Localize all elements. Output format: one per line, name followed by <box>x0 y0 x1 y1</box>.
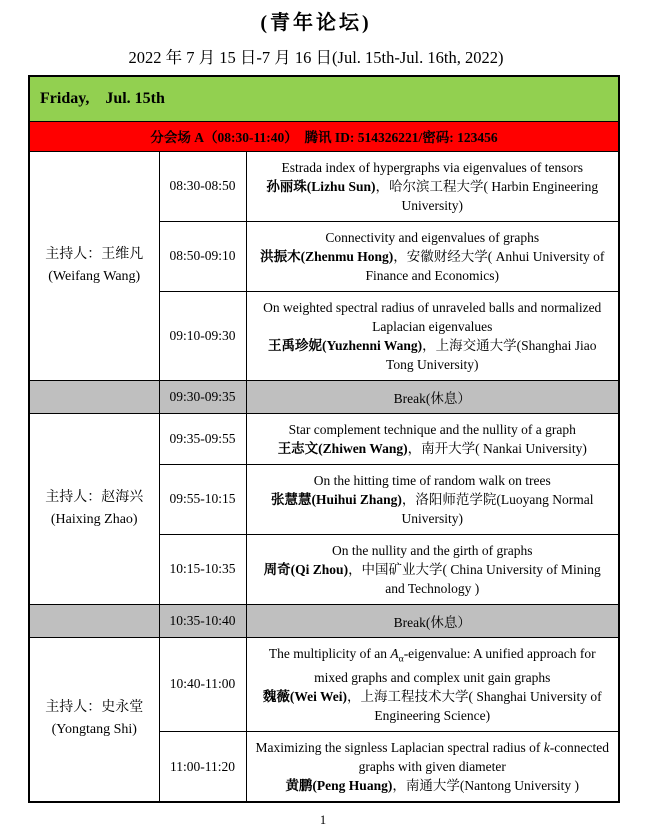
talk-cell <box>246 221 619 291</box>
break-time: 09:30-09:35 <box>159 380 246 413</box>
break-row <box>29 604 619 637</box>
speaker-name: 洪振木(Zhenmu Hong) <box>260 248 394 264</box>
talk-speaker-line <box>255 490 611 528</box>
chair-name-cn: 主持人：史永堂 <box>45 700 144 716</box>
talk-speaker-line <box>255 177 611 215</box>
speaker-name: 魏薇(Wei Wei) <box>262 689 347 705</box>
break-empty-cell <box>29 380 159 413</box>
break-label: Break(休息） <box>246 380 619 413</box>
talk-time: 08:30-08:50 <box>159 151 246 221</box>
speaker-name: 周奇(Qi Zhou) <box>263 561 349 577</box>
speaker-affiliation: ，洛阳师范学院(Luoyang Normal University) <box>401 491 594 526</box>
talk-title: Maximizing the signless Laplacian spectral radius of k-connected graphs with given diameter <box>255 740 609 775</box>
talk-title: Connectivity and eigenvalues of graphs <box>325 229 540 245</box>
talk-cell <box>246 291 619 380</box>
talk-time: 09:55-10:15 <box>159 464 246 534</box>
talk-cell <box>246 534 619 604</box>
talk-speaker-line <box>255 247 611 285</box>
talk-speaker-line <box>255 439 611 458</box>
talk-time: 08:50-09:10 <box>159 221 246 291</box>
chair-name-en: (Haixing Zhao) <box>50 511 138 527</box>
speaker-affiliation: ，上海交通大学(Shanghai Jiao Tong University) <box>386 337 597 372</box>
speaker-affiliation: ，南通大学(Nantong University ) <box>392 778 580 794</box>
page-title: (青年论坛) <box>260 12 372 34</box>
talk-cell <box>246 151 619 221</box>
date-line: 2022 年 7 月 15 日-7 月 16 日(Jul. 15th-Jul. 16th, 2022) <box>128 48 504 67</box>
talk-time: 09:35-09:55 <box>159 413 246 464</box>
talk-cell <box>246 637 619 732</box>
speaker-affiliation: ，中国矿业大学( China University of Mining and Technology ) <box>348 561 601 596</box>
speaker-affiliation: ，上海工程技术大学( Shanghai University of Engineering Science) <box>347 689 602 724</box>
talk-speaker-line <box>255 776 611 795</box>
talk-speaker-line <box>255 687 611 725</box>
break-empty-cell <box>29 604 159 637</box>
talk-time: 09:10-09:30 <box>159 291 246 380</box>
talk-title: On weighted spectral radius of unraveled balls and normalized Laplacian eigenvalues <box>263 299 602 334</box>
talk-row <box>29 413 619 464</box>
talk-title: Star complement technique and the nullity of a graph <box>288 421 576 437</box>
talk-cell <box>246 464 619 534</box>
talk-time: 10:40-11:00 <box>159 637 246 732</box>
break-row <box>29 380 619 413</box>
talk-speaker-line <box>255 336 611 374</box>
speaker-name: 张慧慧(Huihui Zhang) <box>270 491 402 507</box>
speaker-name: 黄鹏(Peng Huang) <box>285 778 393 794</box>
session-header-row <box>29 121 619 151</box>
talk-cell <box>246 413 619 464</box>
talk-title: Estrada index of hypergraphs via eigenvalues of tensors <box>281 159 584 175</box>
talk-time: 10:15-10:35 <box>159 534 246 604</box>
page-number: 1 <box>319 813 327 828</box>
talk-cell <box>246 732 619 803</box>
break-time: 10:35-10:40 <box>159 604 246 637</box>
talk-title: On the nullity and the girth of graphs <box>331 542 533 558</box>
day-header: Friday, Jul. 15th <box>29 76 619 121</box>
chair-cell <box>29 413 159 604</box>
speaker-affiliation: ，哈尔滨工程大学( Harbin Engineering University) <box>375 178 599 213</box>
break-label: Break(休息） <box>246 604 619 637</box>
session-header: 分会场 A（08:30-11:40） 腾讯 ID: 514326221/密码: 123456 <box>29 121 619 151</box>
speaker-name: 王禹珍妮(Yuzhenni Wang) <box>267 337 423 353</box>
chair-name-en: (Yongtang Shi) <box>51 722 137 738</box>
schedule-table <box>28 75 620 803</box>
day-header-row <box>29 76 619 121</box>
speaker-name: 孙丽珠(Lizhu Sun) <box>266 178 376 194</box>
chair-name-en: (Weifang Wang) <box>48 268 141 284</box>
talk-title: On the hitting time of random walk on trees <box>313 472 551 488</box>
speaker-name: 王志文(Zhiwen Wang) <box>277 440 408 456</box>
chair-name-cn: 主持人：王维凡 <box>45 246 144 262</box>
talk-title: The multiplicity of an $A_\alpha$-eigenvalue: A unified approach for mixed graphs and complex unit gain graphs <box>268 645 596 686</box>
chair-name-cn: 主持人：赵海兴 <box>45 489 144 505</box>
talk-time: 11:00-11:20 <box>159 732 246 803</box>
speaker-affiliation: ，南开大学( Nankai University) <box>407 440 587 456</box>
talk-row <box>29 637 619 732</box>
talk-row <box>29 151 619 221</box>
chair-cell <box>29 151 159 380</box>
chair-cell <box>29 637 159 802</box>
document-page <box>0 6 632 828</box>
talk-speaker-line <box>255 560 611 598</box>
speaker-affiliation: ，安徽财经大学( Anhui University of Finance and Economics) <box>365 248 605 283</box>
